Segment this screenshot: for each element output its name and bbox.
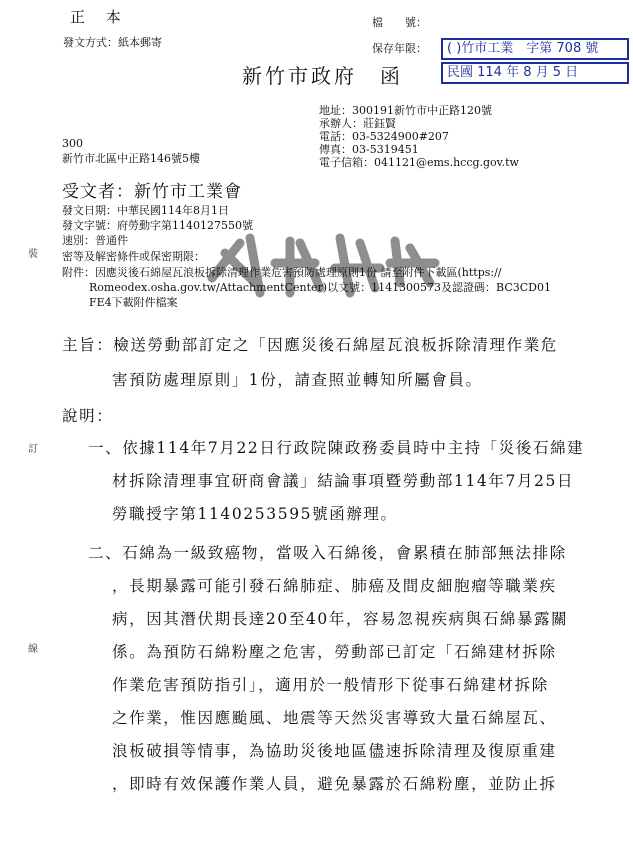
item-line: 二、石綿為一級致癌物，當吸入石綿後，會累積在肺部無法排除 xyxy=(88,544,567,562)
item-line: 之作業，惟因應颱風、地震等天然災害導致大量石綿屋瓦、 xyxy=(112,709,557,727)
sender-email: 電子信箱：041121@ems.hccg.gov.tw xyxy=(319,156,519,169)
send-method: 發文方式：紙本郵寄 xyxy=(63,36,162,49)
attachment-line-2: Romeodex.osha.gov.tw/AttachmentCenter)以文號：1141300573及認證碼：BC3CD01 xyxy=(89,281,551,294)
item-line: 浪板破損等情事，為協助災後地區儘速拆除清理及復原重建 xyxy=(112,742,557,760)
explanation-label: 說明： xyxy=(62,407,114,425)
sender-contact: 承辦人：莊鈺賢 xyxy=(319,117,396,130)
item-line: 材拆除清理事宜研商會議」結論事項暨勞動部114年7月25日 xyxy=(112,472,575,490)
subject-line-1: 主旨：檢送勞動部訂定之「因應災後石綿屋瓦浪板拆除清理作業危 xyxy=(62,336,558,354)
sender-address: 地址：300191新竹市中正路120號 xyxy=(319,104,492,117)
recipient-street: 新竹市北區中正路146號5樓 xyxy=(62,152,200,165)
received-stamp-date: 民國 114 年 8 月 5 日 xyxy=(441,62,629,84)
item-line: 作業危害預防指引」，適用於一般情形下從事石綿建材拆除 xyxy=(112,676,549,694)
recipient-postal: 300 xyxy=(62,137,83,150)
archive-no-label: 檔 號： xyxy=(372,16,427,29)
item-line: 病，因其潛伏期長達20至40年，容易忽視疾病與石綿暴露關 xyxy=(112,610,569,628)
speed-class: 速別：普通件 xyxy=(62,234,128,247)
issue-date: 發文日期：中華民國114年8月1日 xyxy=(62,204,229,217)
item-line: ，長期暴露可能引發石綿肺症、肺癌及間皮細胞瘤等職業疾 xyxy=(112,577,557,595)
sender-phone: 電話：03-5324900#207 xyxy=(319,130,449,143)
binding-mark-zhuang: 裝 xyxy=(28,249,38,260)
item-line: ，即時有效保護作業人員，避免暴露於石綿粉塵，並防止拆 xyxy=(112,775,557,793)
security-level: 密等及解密條件或保密期限： xyxy=(62,250,205,263)
recipient: 受文者：新竹市工業會 xyxy=(62,182,242,202)
attachment-line-1: 附件：因應災後石綿屋瓦浪板拆除清理作業危害預防處理原則1份 請至附件下載區(https:// xyxy=(62,266,502,279)
agency-title: 新竹市政府 函 xyxy=(242,64,403,88)
item-line: 一、依據114年7月22日行政院陳政務委員時中主持「災後石綿建 xyxy=(88,439,585,457)
original-copy-label: 正 本 xyxy=(70,8,129,26)
item-line: 係。為預防石綿粉塵之危害，勞動部已訂定「石綿建材拆除 xyxy=(112,643,557,661)
doc-number: 發文字號：府勞動字第1140127550號 xyxy=(62,219,253,232)
retention-label: 保存年限： xyxy=(372,42,427,55)
item-line: 勞職授字第1140253595號函辦理。 xyxy=(112,505,398,523)
attachment-line-3: FE4下載附件檔案 xyxy=(89,296,178,309)
binding-mark-xian: 線 xyxy=(28,644,38,655)
received-stamp-number: ( )竹市工業 字第 708 號 xyxy=(441,38,629,60)
binding-mark-ding: 訂 xyxy=(28,444,38,455)
sender-fax: 傳真：03-5319451 xyxy=(319,143,419,156)
subject-line-2: 害預防處理原則」1份，請查照並轉知所屬會員。 xyxy=(112,371,483,389)
